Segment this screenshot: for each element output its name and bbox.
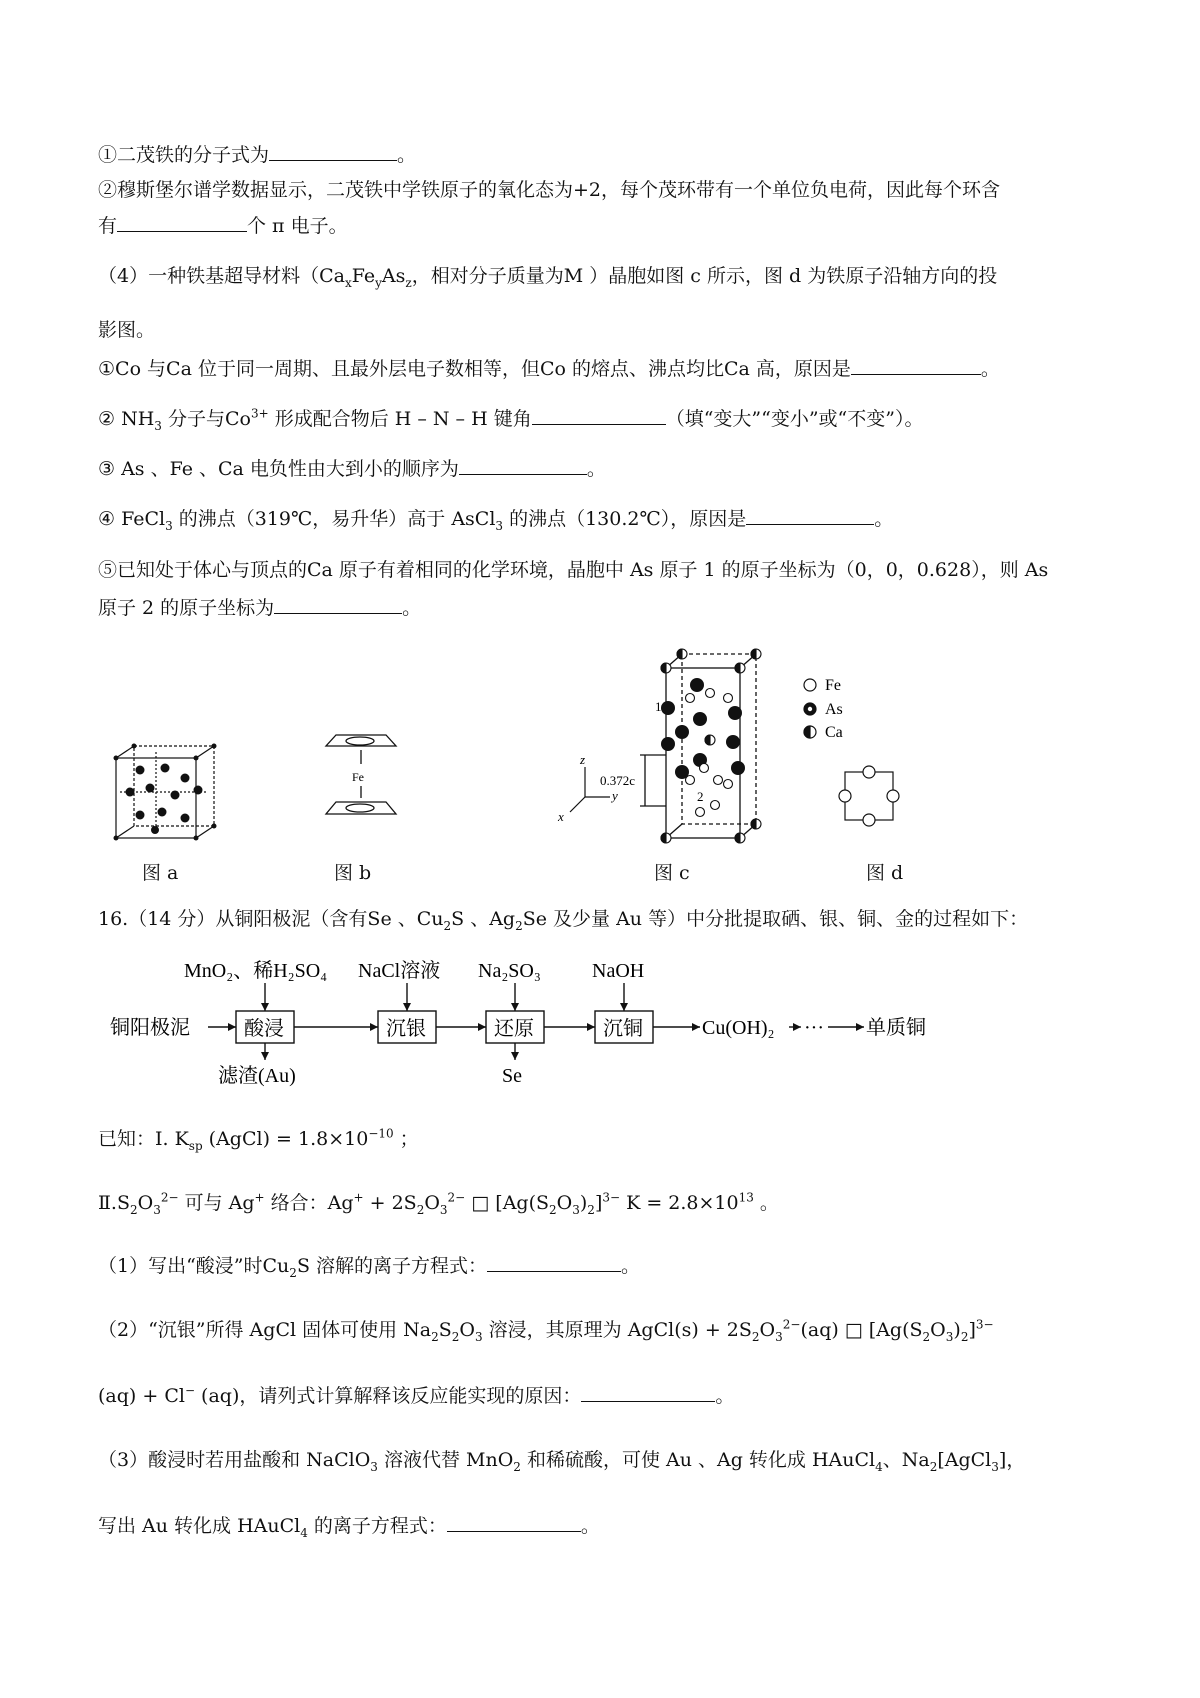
dimension-label: 0.372c bbox=[600, 773, 636, 788]
text: 和稀硫酸，可使 Au 、Ag 转化成 HAuCl bbox=[520, 1449, 876, 1471]
text: Ⅱ.S bbox=[98, 1192, 130, 1214]
flow-end: 单质铜 bbox=[866, 1017, 926, 1039]
text: + 2S bbox=[363, 1192, 417, 1214]
selenium-label: Se bbox=[502, 1065, 522, 1087]
q3-item2-line2 bbox=[98, 213, 348, 239]
text: ①Co 与Ca 位于同一周期、且最外层电子数相等，但Co 的熔点、沸点均比Ca 高，原因是 bbox=[98, 358, 851, 380]
text: 。 bbox=[753, 1192, 779, 1214]
q4-item1 bbox=[98, 356, 1000, 382]
step-precipitate-copper: 沉铜 bbox=[603, 1018, 643, 1040]
superscript: 3− bbox=[602, 1190, 621, 1205]
text: O bbox=[459, 1319, 475, 1341]
text: (aq)，请列式计算解释该反应能实现的原因： bbox=[195, 1385, 582, 1407]
superscript: 13 bbox=[738, 1190, 754, 1205]
text: Se 及少量 Au 等）中分批提取硒、银、铜、金的过程如下： bbox=[522, 908, 1029, 930]
text: As bbox=[381, 265, 406, 287]
text: (aq) □ [Ag(S bbox=[800, 1319, 923, 1341]
text: 溶浸，其原理为 AgCl(s) + 2S bbox=[482, 1319, 752, 1341]
subscript: 2 bbox=[416, 1202, 425, 1217]
flow-start: 铜阳极泥 bbox=[110, 1017, 190, 1039]
step-reduction: 还原 bbox=[494, 1018, 534, 1040]
text: ①二茂铁的分子式为 bbox=[98, 144, 270, 166]
subscript: 3 bbox=[474, 1329, 483, 1344]
flow-product: Cu(OH)₂ bbox=[702, 1017, 775, 1039]
answer-blank[interactable] bbox=[459, 456, 587, 475]
figure-c-label: 图 c bbox=[654, 862, 690, 884]
q16-part3 bbox=[98, 1447, 1025, 1473]
subscript: x bbox=[344, 275, 352, 290]
figure-b-fe-label: Fe bbox=[352, 770, 364, 784]
answer-blank[interactable] bbox=[117, 213, 247, 232]
q4-intro2: 影图。 bbox=[98, 319, 156, 341]
text: ③ As 、Fe 、Ca 电负性由大到小的顺序为 bbox=[98, 458, 459, 480]
superscript: + bbox=[353, 1190, 364, 1205]
text: O bbox=[930, 1319, 946, 1341]
figures-area bbox=[0, 640, 1200, 890]
text: 的离子方程式： bbox=[307, 1515, 447, 1537]
figure-d-label: 图 d bbox=[866, 862, 904, 884]
reagent-1: MnO₂、稀H₂SO₄ bbox=[184, 960, 328, 982]
q16-known2 bbox=[98, 1190, 779, 1216]
text: ； bbox=[393, 1128, 419, 1150]
superscript: 3− bbox=[975, 1317, 994, 1332]
subscript: 2 bbox=[751, 1329, 760, 1344]
subscript: 3 bbox=[775, 1329, 783, 1344]
reagent-2: NaCl溶液 bbox=[358, 960, 441, 982]
step-acid-leach: 酸浸 bbox=[244, 1018, 284, 1040]
superscript: 3+ bbox=[250, 406, 269, 421]
legend-ca: Ca bbox=[825, 724, 843, 741]
answer-blank[interactable] bbox=[851, 356, 981, 375]
q4-intro bbox=[98, 263, 997, 289]
subscript: 3 bbox=[439, 1202, 448, 1217]
subscript: 2 bbox=[129, 1202, 138, 1217]
subscript: 2 bbox=[451, 1329, 460, 1344]
q16-part2 bbox=[98, 1317, 994, 1343]
subscript: 3 bbox=[945, 1329, 954, 1344]
superscript: + bbox=[254, 1190, 265, 1205]
figure-a-label: 图 a bbox=[142, 862, 179, 884]
figure-c-fe-atoms bbox=[686, 689, 733, 817]
text: ② NH bbox=[98, 408, 155, 430]
text: 。 bbox=[586, 458, 606, 480]
subscript: 2 bbox=[960, 1329, 969, 1344]
q16-part2-line2 bbox=[98, 1383, 734, 1409]
q16-known1 bbox=[98, 1126, 419, 1152]
text: 。 bbox=[397, 144, 417, 166]
subscript: 2 bbox=[289, 1265, 297, 1280]
subscript: 3 bbox=[154, 418, 162, 433]
flow-ellipsis: ··· bbox=[804, 1017, 824, 1039]
text: O bbox=[424, 1192, 440, 1214]
subscript: 3 bbox=[165, 518, 173, 533]
answer-blank[interactable] bbox=[746, 506, 874, 525]
subscript: 3 bbox=[991, 1459, 999, 1474]
text: 个 π 电子。 bbox=[247, 215, 348, 237]
figure-legend bbox=[804, 679, 816, 738]
text: 原子 2 的原子坐标为 bbox=[98, 597, 275, 619]
subscript: 4 bbox=[300, 1525, 308, 1540]
reagent-3: Na₂SO₃ bbox=[478, 960, 541, 982]
text: (aq) + Cl bbox=[98, 1385, 185, 1407]
superscript: − bbox=[184, 1383, 195, 1398]
subscript: 2 bbox=[515, 918, 523, 933]
text: S 溶解的离子方程式： bbox=[296, 1255, 487, 1277]
text: ] bbox=[594, 1192, 603, 1214]
subscript: 2 bbox=[431, 1329, 439, 1344]
reagent-4: NaOH bbox=[592, 960, 645, 982]
text: S bbox=[438, 1319, 452, 1341]
text: ，相对分子质量为M ）晶胞如图 c 所示，图 d 为铁原子沿轴方向的投 bbox=[411, 265, 998, 287]
text: 络合：Ag bbox=[264, 1192, 354, 1214]
text: （4）一种铁基超导材料（ bbox=[98, 265, 320, 287]
q4-item4 bbox=[98, 506, 893, 532]
subscript: 3 bbox=[370, 1459, 378, 1474]
text: 溶液代替 MnO bbox=[377, 1449, 514, 1471]
step-precipitate-silver: 沉银 bbox=[386, 1018, 426, 1040]
text: O bbox=[759, 1319, 776, 1341]
text: 。 bbox=[874, 508, 894, 530]
answer-blank[interactable] bbox=[487, 1253, 621, 1272]
text: （填“变大”“变小”或“不变”）。 bbox=[665, 408, 924, 430]
answer-blank[interactable] bbox=[532, 406, 666, 425]
process-flowchart bbox=[0, 950, 1200, 1100]
q16-part1 bbox=[98, 1253, 640, 1279]
text: ) bbox=[953, 1319, 961, 1341]
text: 写出 Au 转化成 HAuCl bbox=[98, 1515, 301, 1537]
q16-part3-line2 bbox=[98, 1513, 600, 1539]
q4-item5-line1: ⑤已知处于体心与顶点的Ca 原子有着相同的化学环境，晶胞中 As 原子 1 的原子坐标为（0，0，0.628），则 As bbox=[98, 559, 1049, 581]
text: ④ FeCl bbox=[98, 508, 166, 530]
q16-title bbox=[98, 906, 1028, 932]
text: S 、Ag bbox=[451, 908, 516, 930]
figure-b-label: 图 b bbox=[334, 862, 372, 884]
q4-item2 bbox=[98, 406, 923, 432]
figure-c-ca-atoms bbox=[661, 649, 761, 843]
text: 的沸点（130.2℃），原因是 bbox=[503, 508, 747, 530]
q3-item1 bbox=[98, 142, 416, 168]
subscript: 2 bbox=[587, 1202, 595, 1217]
text: 形成配合物后 H – N – H 键角 bbox=[268, 408, 532, 430]
axis-label-y: y bbox=[612, 788, 618, 803]
subscript: 3 bbox=[572, 1202, 580, 1217]
text: □ [Ag(S bbox=[465, 1192, 550, 1214]
text: ] bbox=[968, 1319, 976, 1341]
text: 。 bbox=[980, 358, 1000, 380]
q4-item5-line2 bbox=[98, 595, 421, 621]
subscript: 2 bbox=[549, 1202, 557, 1217]
subscript: 3 bbox=[495, 518, 504, 533]
text: 16.（14 分）从铜阳极泥（含有Se 、Cu bbox=[98, 908, 444, 930]
answer-blank[interactable] bbox=[274, 595, 402, 614]
text: K = 2.8×10 bbox=[620, 1192, 739, 1214]
text: 。 bbox=[715, 1385, 735, 1407]
as-atom-2-label: 2 bbox=[697, 789, 704, 804]
subscript: z bbox=[405, 275, 412, 290]
subscript: 2 bbox=[513, 1459, 521, 1474]
text: Ca bbox=[319, 265, 345, 287]
subscript: sp bbox=[188, 1138, 203, 1153]
figure-d-projection bbox=[839, 766, 899, 826]
subscript: 2 bbox=[929, 1459, 938, 1474]
text: [AgCl bbox=[937, 1449, 992, 1471]
text: ) bbox=[579, 1192, 588, 1214]
text: 。 bbox=[621, 1255, 641, 1277]
subscript: 4 bbox=[875, 1459, 883, 1474]
legend-as: As bbox=[825, 701, 843, 718]
text: 有 bbox=[98, 215, 118, 237]
text: 。 bbox=[580, 1515, 600, 1537]
axis-label-z: z bbox=[580, 752, 586, 767]
answer-blank[interactable] bbox=[269, 142, 397, 161]
as-atom-1-label: 1 bbox=[655, 699, 662, 714]
superscript: 2− bbox=[782, 1317, 801, 1332]
answer-blank[interactable] bbox=[581, 1383, 715, 1402]
text: O bbox=[137, 1192, 154, 1214]
text: 已知：I. K bbox=[98, 1128, 189, 1150]
axis-label-x: x bbox=[558, 809, 564, 824]
superscript: −10 bbox=[368, 1126, 394, 1141]
subscript: y bbox=[375, 275, 382, 290]
subscript: 2 bbox=[443, 918, 452, 933]
q3-item2-line1: ②穆斯堡尔谱学数据显示，二茂铁中学铁原子的氧化态为+2，每个茂环带有一个单位负电荷，因此每个环含 bbox=[98, 179, 1001, 201]
q4-item3 bbox=[98, 456, 606, 482]
subscript: 3 bbox=[153, 1202, 161, 1217]
subscript: 2 bbox=[922, 1329, 931, 1344]
text: ]， bbox=[998, 1449, 1026, 1471]
text: 可与 Ag bbox=[178, 1192, 255, 1214]
text: 的沸点（319℃，易升华）高于 AsCl bbox=[172, 508, 496, 530]
text: 、Na bbox=[882, 1449, 930, 1471]
answer-blank[interactable] bbox=[447, 1513, 581, 1532]
text: 。 bbox=[402, 597, 422, 619]
residue-label: 滤渣(Au) bbox=[218, 1065, 296, 1087]
text: 分子与Co bbox=[161, 408, 251, 430]
superscript: 2− bbox=[447, 1190, 466, 1205]
text: Fe bbox=[351, 265, 376, 287]
text: （2）“沉银”所得 AgCl 固体可使用 Na bbox=[98, 1319, 432, 1341]
legend-fe: Fe bbox=[825, 677, 841, 694]
text: O bbox=[556, 1192, 573, 1214]
text: （1）写出“酸浸”时Cu bbox=[98, 1255, 290, 1277]
superscript: 2− bbox=[160, 1190, 179, 1205]
text: (AgCl) = 1.8×10 bbox=[202, 1128, 369, 1150]
text: （3）酸浸时若用盐酸和 NaClO bbox=[98, 1449, 371, 1471]
